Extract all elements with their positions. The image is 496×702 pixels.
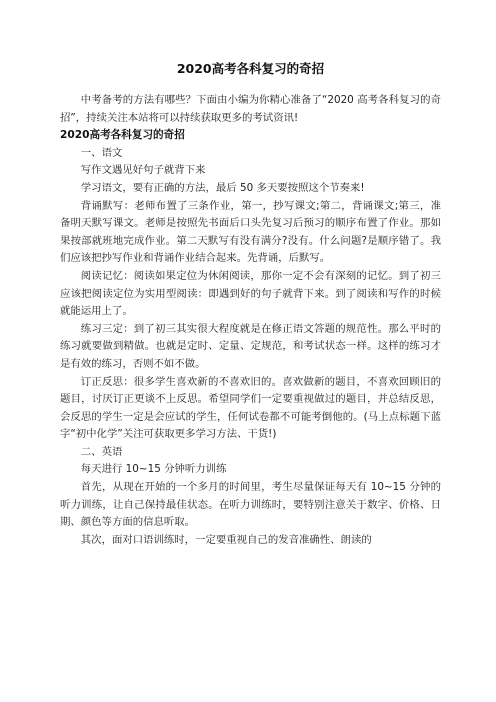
paragraph-listening: 首先，从现在开始的一个多月的时间里，考生尽量保证每天有 10~15 分钟的听力训练，让自己保持最佳状态。在听力训练时，要特别注意关于数字、价格、日期、颜色等方面的信息听取。 (60, 481, 441, 529)
paragraph-correction-reflection: 订正反思：很多学生喜欢新的不喜欢旧的。喜欢做新的题目，不喜欢回顾旧的题目，讨厌订正更谈不上反思。希望同学们一定要重视做过的题目，并总结反思，会反思的学生一定是会应试的学生，任何试卷都不可能考倒他的。(马上点标题下蓝字“初中化学”关注可获取更多学习方法、干货!) (60, 375, 441, 441)
subject-heading-english: 二、英语 (80, 445, 123, 458)
tip-heading-english: 每天进行 10~15 分钟听力训练 (80, 463, 227, 476)
section-title: 2020高考各科复习的奇招 (60, 129, 185, 142)
paragraph-speaking: 其次，面对口语训练时，一定要重视自己的发音准确性、朗读的 (80, 533, 372, 546)
paragraph-practice: 练习三定：到了初三其实很大程度就是在修正语文答题的规范性。那么平时的练习就要做到精做。也就是定时、定量、定规范，和考试状态一样。这样的练习才是有效的练习，否则不如不做。 (60, 322, 441, 370)
paragraph-reading-memory: 阅读记忆：阅读如果定位为休闲阅读，那你一定不会有深刻的记忆。到了初三应该把阅读定位为实用型阅读：即遇到好的句子就背下来。到了阅读和写作的时候就能运用上了。 (60, 269, 441, 318)
paragraph-chinese-method: 学习语文，要有正确的方法，最后 50 多天要按照这个节奏来! (80, 181, 365, 194)
paragraph-recitation: 背诵默写：老师布置了三条作业，第一，抄写课文;第二，背诵课文;第三，准备明天默写课文。老师是按照先书面后口头先复习后预习的顺序布置了作业。那如果按部就班地完成作业。第二天默写有没有满分?没有。什么问题?是顺序错了。我们应该把抄写作业和背诵作业结合起来。先背诵，后默写。 (60, 199, 441, 265)
tip-heading-chinese: 写作文遇见好句子就背下来 (80, 164, 206, 177)
intro-paragraph: 中考备考的方法有哪些？下面由小编为你精心准备了“2020 高考各科复习的奇招”，持续关注本站将可以持续获取更多的考试资讯! (60, 94, 441, 124)
subject-heading-chinese: 一、语文 (80, 146, 123, 159)
document-title: 2020高考各科复习的奇招 (176, 61, 325, 76)
